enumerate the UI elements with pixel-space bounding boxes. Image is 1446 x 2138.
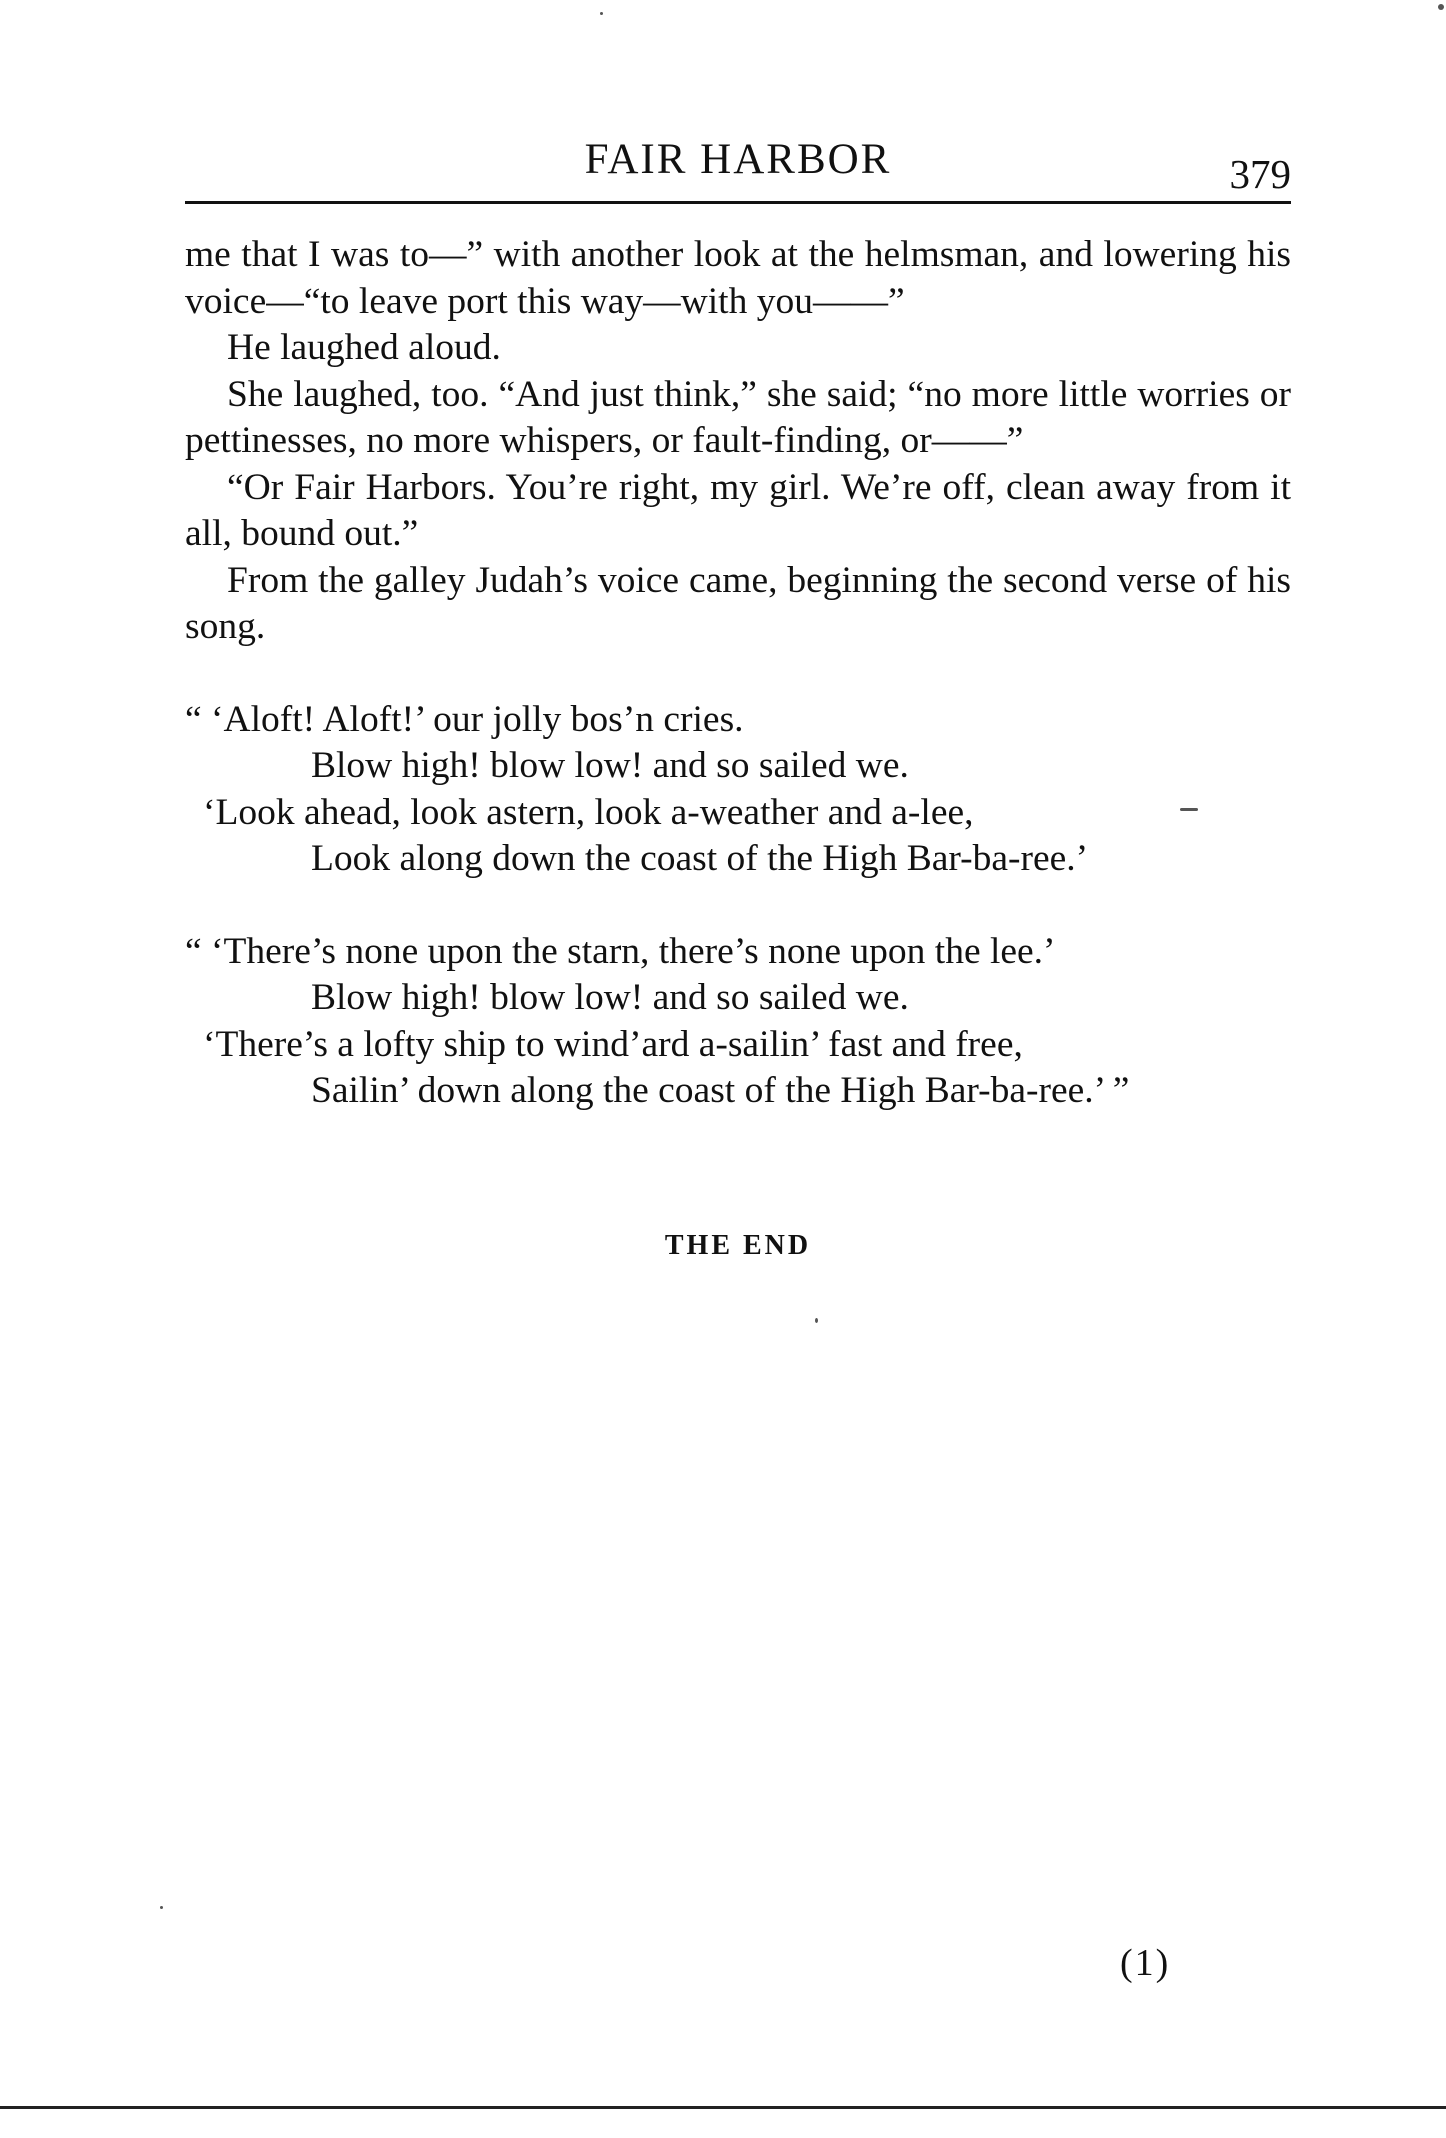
- paper-speck: [815, 1318, 818, 1323]
- running-title: FAIR HARBOR: [584, 136, 892, 183]
- paper-speck: [600, 12, 603, 15]
- stanza-gap: [185, 651, 1291, 697]
- paragraph-galley: From the galley Judah’s voice came, beginning the second verse of his song.: [185, 559, 1291, 647]
- paragraph-continuation: me that I was to—” with another look at the helmsman, and lowering his voice—“to leave port this way—with you——”: [185, 234, 1291, 322]
- verse-line: Sailin’ down along the coast of the High Bar-ba-ree.’ ”: [311, 1070, 1130, 1111]
- body-text: [185, 232, 1291, 1115]
- signature-mark: (1): [1120, 1942, 1171, 1984]
- paper-speck: [160, 1906, 163, 1909]
- paragraph-fair-harbors: “Or Fair Harbors. You’re right, my girl. We’re off, clean away from it all, bound out.”: [185, 466, 1291, 554]
- stanza-gap: [185, 883, 1291, 929]
- paragraph-she-laughed: She laughed, too. “And just think,” she said; “no more little worries or pettinesses, no more whispers, or fault-finding, or——”: [185, 373, 1291, 461]
- verse-line-refrain: Blow high! blow low! and so sailed we.: [311, 745, 909, 786]
- verse-stanza-1: [185, 697, 1291, 883]
- verse-line: “ ‘Aloft! Aloft!’ our jolly bos’n cries.: [185, 698, 744, 740]
- paper-speck: [1438, 4, 1444, 10]
- verse-line: Look along down the coast of the High Bar-ba-ree.’: [311, 838, 1089, 879]
- bottom-edge-rule: [0, 2106, 1446, 2109]
- verse-line-refrain: Blow high! blow low! and so sailed we.: [311, 977, 909, 1018]
- paper-speck: [1180, 808, 1198, 811]
- header-rule: [185, 201, 1291, 204]
- verse-line: “ ‘There’s none upon the starn, there’s none upon the lee.’: [185, 930, 1056, 972]
- page-header: [185, 132, 1291, 206]
- verse-stanza-2: [185, 929, 1291, 1115]
- verse-line: ‘Look ahead, look astern, look a-weather and a-lee,: [203, 791, 974, 833]
- the-end-label: THE END: [664, 1230, 812, 1261]
- paragraph-he-laughed: He laughed aloud.: [227, 327, 501, 368]
- verse-line: ‘There’s a lofty ship to wind’ard a-sailin’ fast and free,: [203, 1023, 1023, 1065]
- page-number: 379: [1229, 151, 1291, 197]
